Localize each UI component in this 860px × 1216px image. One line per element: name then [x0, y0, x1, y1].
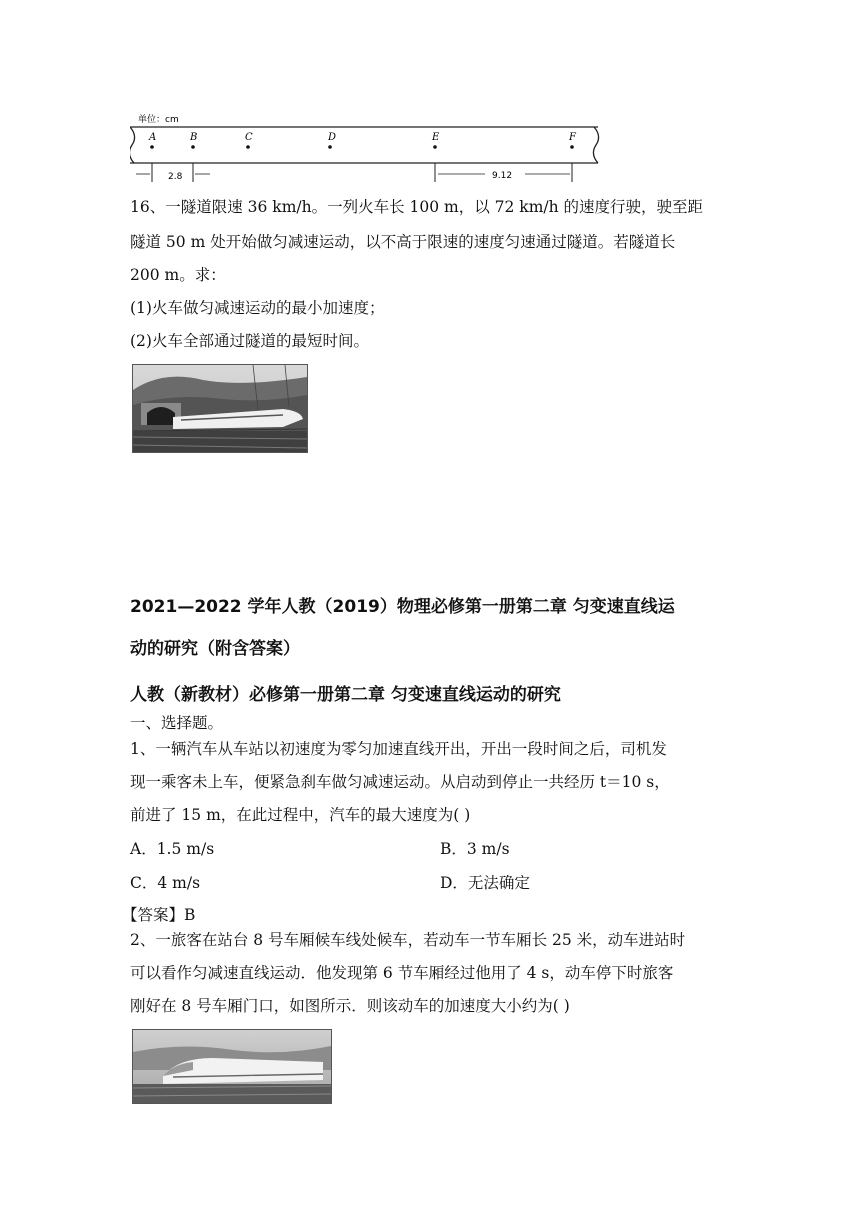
- q1-option-c: C．4 m/s: [130, 874, 201, 892]
- dot-e: [433, 145, 437, 149]
- bullet-train-photo: [132, 1029, 332, 1104]
- section-heading: 一、选择题。: [130, 714, 224, 732]
- point-label-a: A: [149, 132, 157, 143]
- q16-sub-question-2: (2)火车全部通过隧道的最短时间。: [130, 332, 369, 350]
- ticker-tape-svg: [130, 110, 605, 185]
- point-label-f: F: [569, 132, 576, 143]
- q16-line-2: 隧道 50 m 处开始做匀减速运动，以不高于限速的速度匀速通过隧道。若隧道长: [130, 233, 676, 251]
- distance-ef: 9.12: [492, 171, 513, 181]
- dot-b: [191, 145, 195, 149]
- tunnel-train-photo: [132, 364, 308, 453]
- q1-option-d: D．无法确定: [440, 874, 530, 892]
- q16-sub-question-1: (1)火车做匀减速运动的最小加速度；: [130, 299, 385, 317]
- dot-a: [150, 145, 154, 149]
- point-label-c: C: [245, 132, 253, 143]
- point-label-b: B: [190, 132, 198, 143]
- dot-d: [328, 145, 332, 149]
- q1-option-a: A．1.5 m/s: [130, 840, 215, 858]
- q16-line-1: 16、一隧道限速 36 km/h。一列火车长 100 m，以 72 km/h 的速度行驶，驶至距: [130, 198, 704, 216]
- q1-line-2: 现一乘客未上车，便紧急刹车做匀减速运动。从启动到停止一共经历 t＝10 s，: [130, 773, 670, 791]
- q2-line-3: 刚好在 8 号车厢门口，如图所示．则该动车的加速度大小约为( ): [130, 997, 570, 1015]
- ticker-tape-figure: [130, 110, 605, 185]
- q16-line-3: 200 m。求：: [130, 266, 226, 284]
- point-label-d: D: [328, 132, 337, 143]
- point-label-e: E: [432, 132, 440, 143]
- document-subtitle: 人教（新教材）必修第一册第二章 匀变速直线运动的研究: [130, 685, 561, 705]
- document-title-line-1: 2021—2022 学年人教（2019）物理必修第一册第二章 匀变速直线运: [130, 597, 675, 617]
- q1-line-1: 1、一辆汽车从车站以初速度为零匀加速直线开出，开出一段时间之后，司机发: [130, 740, 667, 758]
- q1-line-3: 前进了 15 m，在此过程中，汽车的最大速度为( ): [130, 806, 471, 824]
- q1-answer: 【答案】B: [122, 906, 196, 924]
- q2-line-2: 可以看作匀减速直线运动．他发现第 6 节车厢经过他用了 4 s，动车停下时旅客: [130, 964, 674, 982]
- q1-option-b: B．3 m/s: [440, 840, 510, 858]
- document-title-line-2: 动的研究（附含答案）: [130, 639, 300, 659]
- distance-ab: 2.8: [168, 172, 183, 182]
- dot-c: [246, 145, 250, 149]
- dot-f: [570, 145, 574, 149]
- tape-unit-label: 单位：cm: [138, 115, 179, 125]
- q2-line-1: 2、一旅客在站台 8 号车厢候车线处候车，若动车一节车厢长 25 米，动车进站时: [130, 931, 686, 949]
